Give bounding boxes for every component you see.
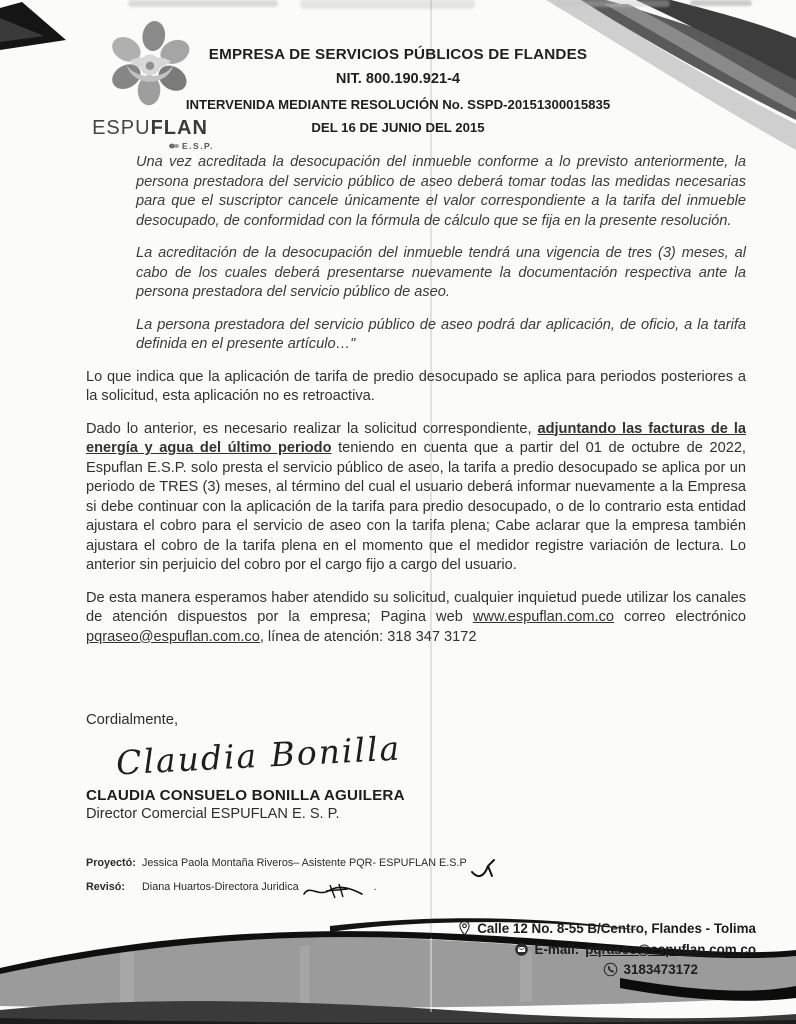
phone-icon — [603, 962, 618, 977]
email-label: E-mail: — [534, 942, 580, 957]
handwritten-check-mark — [470, 858, 496, 882]
reviso-label: Revisó: — [86, 881, 126, 893]
quoted-paragraph-2: La acreditación de la desocupación del inmueble tendrá una vigencia de tres (3) meses, al cabo de los cuales deberá presentarse nuevamente la documentación respectiva ante la persona prestadora del servicio público de aseo. — [136, 245, 746, 300]
quoted-paragraph-3: La persona prestadora del servicio público de aseo podrá dar aplicación, de oficio, a la tarifa definida en el presente artículo…" — [136, 316, 746, 352]
company-nit: NIT. 800.190.921-4 — [335, 71, 461, 87]
location-pin-icon — [458, 920, 471, 937]
scan-smudge — [128, 0, 278, 7]
paragraph-cierre-post: , línea de atención: 318 347 3172 — [259, 628, 477, 645]
paragraph-cierre — [86, 589, 746, 648]
company-name: EMPRESA DE SERVICIOS PÚBLICOS DE FLANDES — [208, 46, 588, 63]
address-text: Calle 12 No. 8-55 B/Centro, Flandes - Tolima — [477, 921, 756, 936]
phone-line — [458, 962, 756, 977]
logo-text-regular: ESPU — [92, 117, 151, 139]
email-line — [458, 942, 756, 957]
contact-footer — [458, 920, 756, 982]
paragraph-solicitud-pre: Dado lo anterior, es necesario realizar la solicitud correspondiente, — [86, 420, 538, 437]
paragraph-solicitud — [86, 420, 746, 576]
vertical-fold-line — [430, 0, 432, 938]
email-address: pqraseo@espuflan.com.co — [585, 942, 756, 957]
proyecto-text: Jessica Paola Montaña Riveros– Asistente PQR- ESPUFLAN E.S.P — [142, 857, 467, 869]
intervention-date: DEL 16 DE JUNIO DEL 2015 — [311, 120, 485, 135]
scan-smudge — [555, 0, 670, 7]
phone-number: 3183473172 — [623, 962, 698, 977]
logo-esp-suffix — [60, 141, 240, 151]
paragraph-cierre-mid: correo electrónico — [614, 609, 746, 625]
reviso-text: Diana Huartos-Directora Juridica — [142, 881, 299, 893]
scan-smudge — [300, 0, 475, 9]
address-line — [458, 920, 756, 937]
leaf-icon — [169, 142, 179, 150]
proyecto-label: Proyectó: — [86, 857, 136, 869]
document-footnotes — [86, 856, 496, 898]
email-icon — [514, 942, 529, 957]
quoted-paragraph-1: Una vez acreditada la desocupación del inmueble conforme a lo previsto anteriormente, la persona prestadora del servicio público de aseo deberá tomar todas las medidas necesarias para que el suscriptor cancele únicamente el valor correspondiente a la tarifa del inmueble desocupado, de conformidad con la fórmula de cálculo que se fija en la presente resolución. — [136, 154, 746, 229]
logo-esp-text: E.S.P. — [182, 141, 214, 151]
scan-smudge — [690, 0, 752, 6]
handwritten-signature: Claudia Bonilla — [115, 728, 403, 783]
reviso-trailing-dot: . — [373, 881, 377, 893]
paragraph-no-retroactiva: Lo que indica que la aplicación de tarifa de predio desocupado se aplica para periodos posteriores a la solicitud, esta aplicación no es retroactiva. — [86, 368, 746, 404]
letterhead-text — [178, 46, 618, 135]
signer-title: Director Comercial ESPUFLAN E. S. P. — [86, 806, 340, 822]
proyecto-row — [86, 856, 496, 880]
email-link-text: pqraseo@espuflan.com.co — [86, 628, 260, 645]
closing-salutation: Cordialmente, — [86, 712, 179, 728]
website-link-text: www.espuflan.com.co — [472, 609, 614, 625]
vertical-fold-line — [430, 938, 432, 1012]
paragraph-solicitud-bold-underline: adjuntando las facturas de la energía y agua del último periodo — [86, 420, 746, 456]
paragraph-cierre-pre: De esta manera esperamos haber atendido su solicitud, cualquier inquietud puede utilizar los canales de atención dispuestos por la empresa; Pagina web — [86, 589, 746, 625]
handwritten-initials — [302, 882, 366, 900]
reviso-row — [86, 880, 496, 898]
logo-text-bold: FLAN — [150, 117, 208, 139]
signer-name: CLAUDIA CONSUELO BONILLA AGUILERA — [86, 787, 405, 804]
letter-body — [86, 153, 746, 660]
paragraph-solicitud-post: teniendo en cuenta que a partir del 01 de octubre de 2022, Espuflan E.S.P. solo presta el servicio público de aseo, la tarifa a predio desocupado se aplica por un periodo de TRES (3) meses, al término del cual el usuario deberá informar nuevamente a la Empresa si debe continuar con la aplicación de la tarifa para predio desocupado, o de lo contrario esta entidad ajustara el cobro para el servicio de aseo con la tarifa plena; Cabe aclarar que la empresa también ajustara el cobro de la tarifa plena en el momento que el medidor registre variación de lectura. Lo anterior sin perjuicio del cobro por el cargo fijo a cargo del usuario. — [86, 440, 746, 573]
intervention-resolution: INTERVENIDA MEDIANTE RESOLUCIÓN No. SSPD-20151300015835 — [185, 97, 611, 112]
